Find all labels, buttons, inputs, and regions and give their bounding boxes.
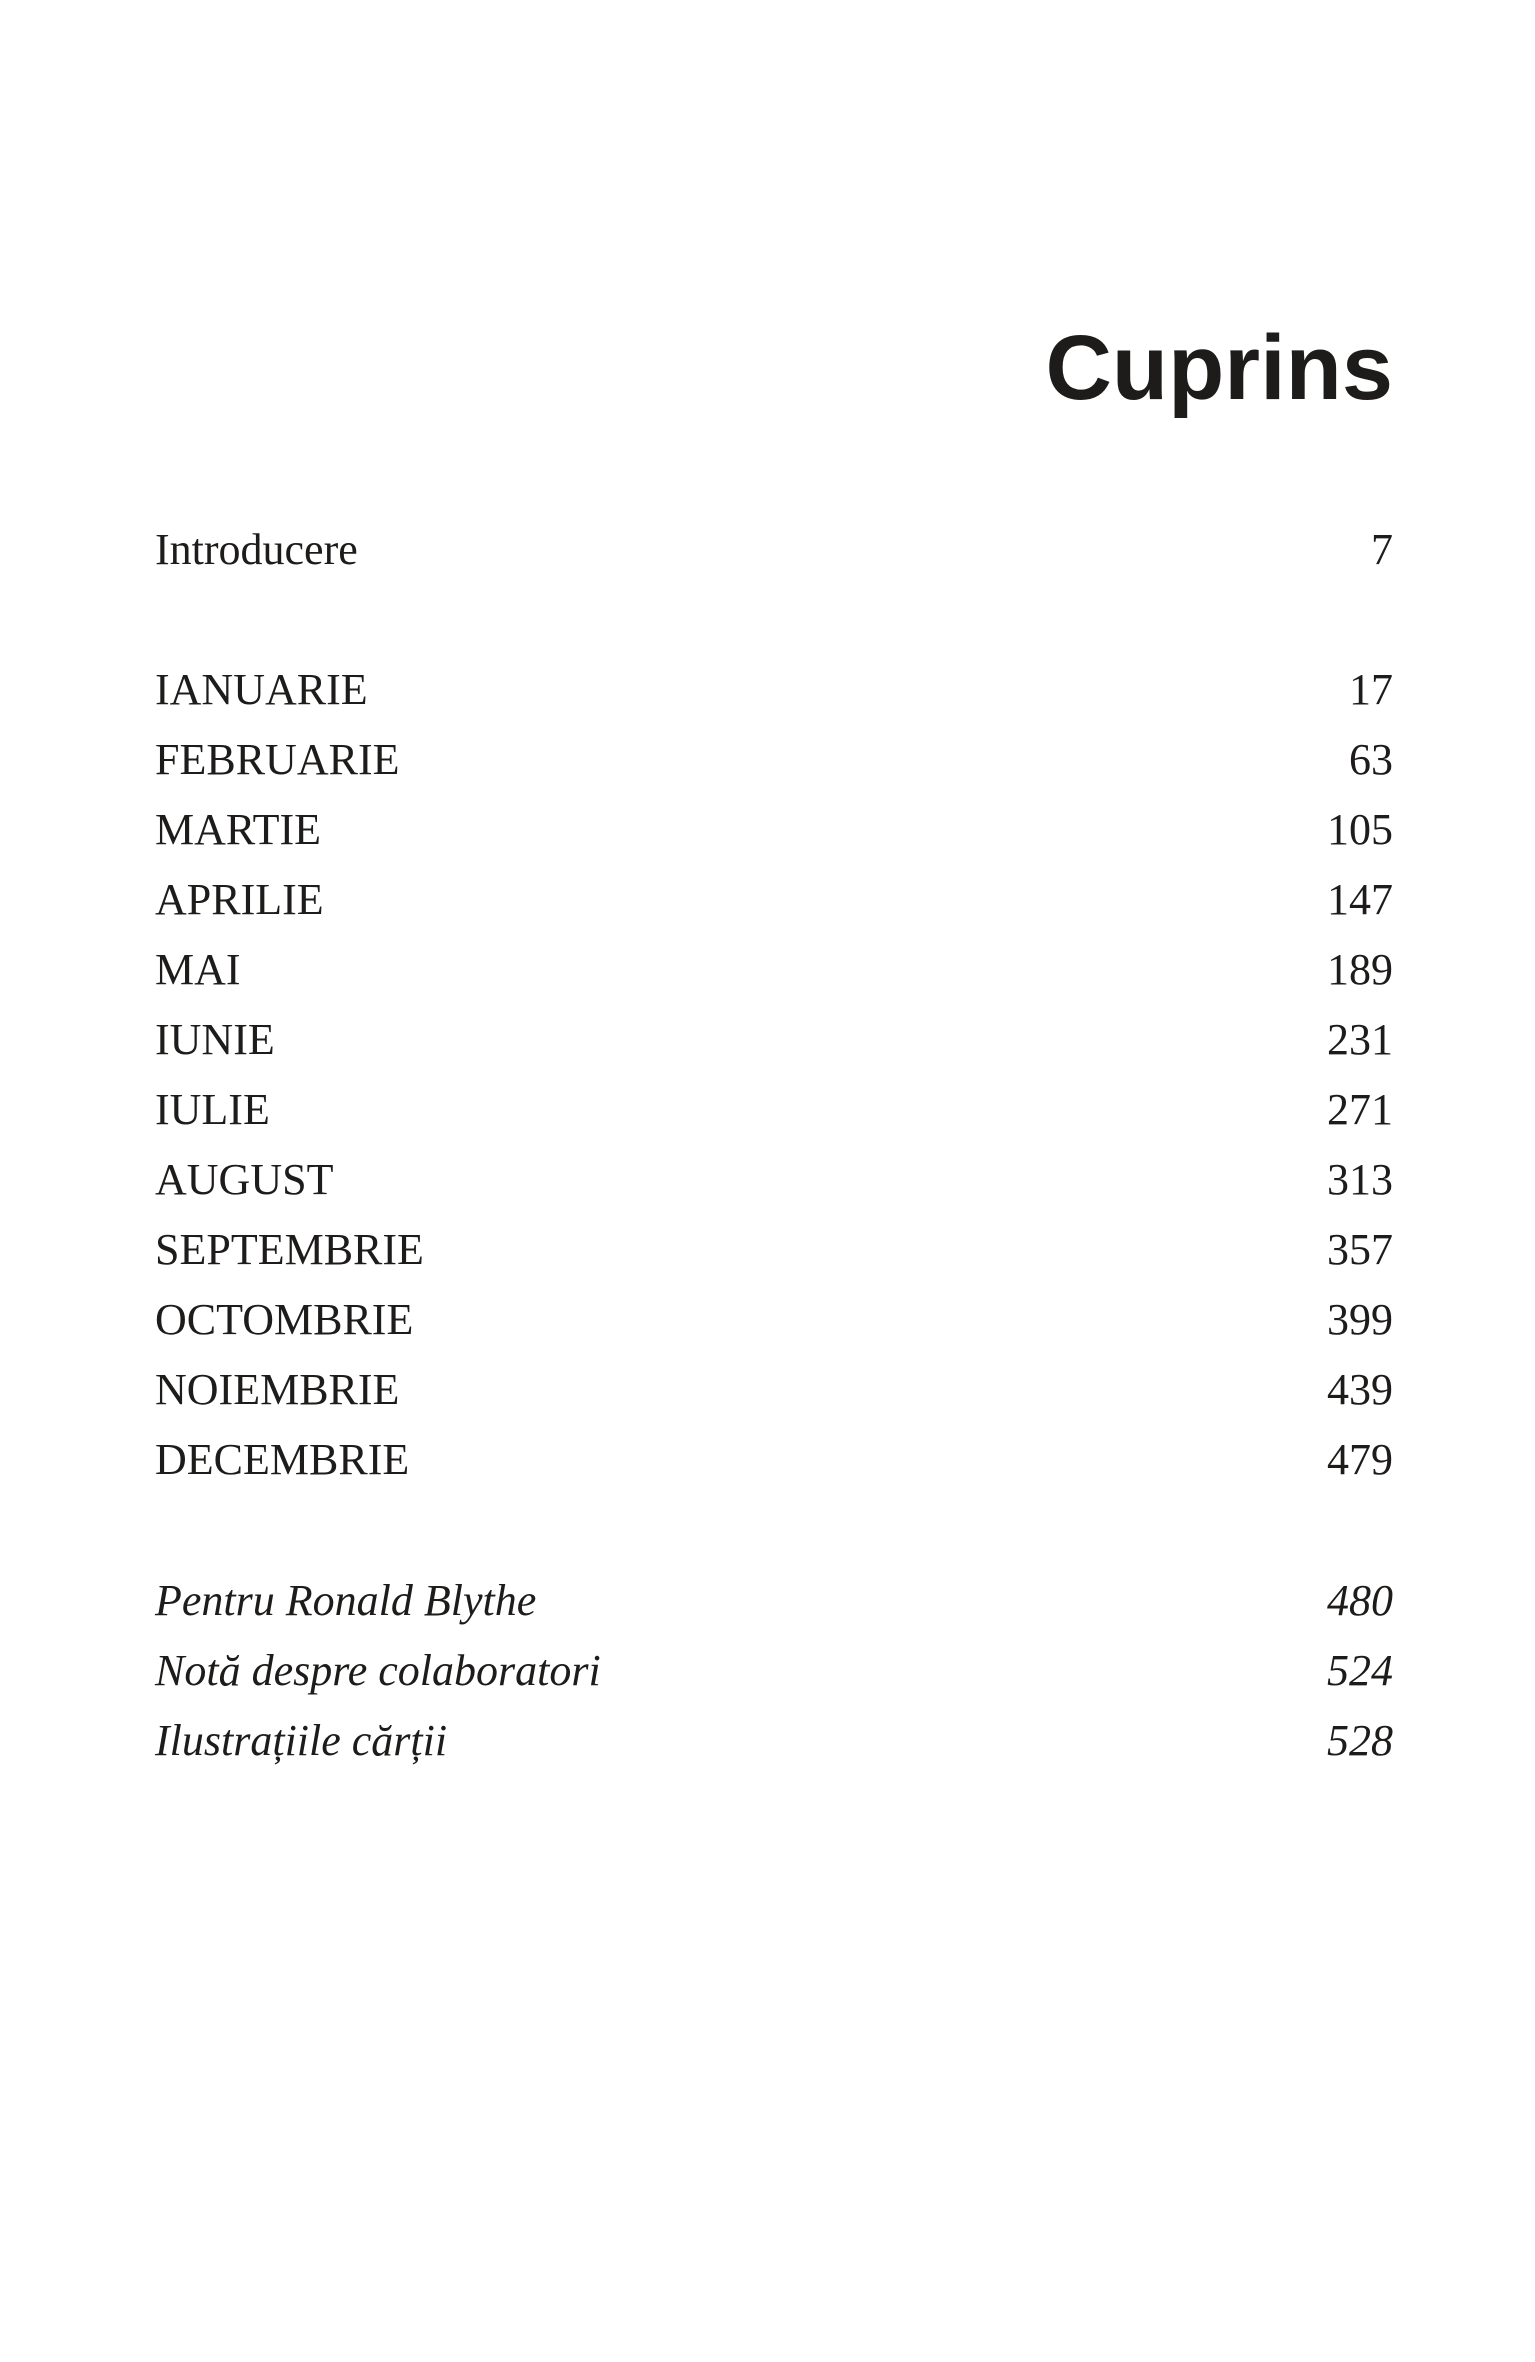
toc-intro-block bbox=[155, 515, 1393, 585]
row-label: DECEMBRIE bbox=[155, 1435, 410, 1484]
row-label: NOIEMBRIE bbox=[155, 1365, 400, 1414]
toc-row bbox=[155, 1706, 1393, 1776]
row-page-number: 271 bbox=[1327, 1085, 1393, 1134]
row-label: SEPTEMBRIE bbox=[155, 1225, 424, 1274]
toc-row bbox=[155, 725, 1393, 795]
row-page-number: 313 bbox=[1327, 1155, 1393, 1204]
row-label: FEBRUARIE bbox=[155, 735, 400, 784]
row-page-number: 231 bbox=[1327, 1015, 1393, 1064]
toc-row bbox=[155, 1425, 1393, 1495]
row-page-number: 399 bbox=[1327, 1295, 1393, 1344]
row-label: IULIE bbox=[155, 1085, 270, 1134]
row-label: Ilustrațiile cărții bbox=[155, 1716, 448, 1765]
row-page-number: 480 bbox=[1327, 1576, 1393, 1625]
toc-months bbox=[155, 655, 1393, 1495]
row-label: IANUARIE bbox=[155, 665, 368, 714]
toc-row bbox=[155, 1215, 1393, 1285]
toc-row bbox=[155, 1355, 1393, 1425]
toc-extras bbox=[155, 1566, 1393, 1776]
row-page-number: 479 bbox=[1327, 1435, 1393, 1484]
row-page-number: 528 bbox=[1327, 1716, 1393, 1765]
toc-row bbox=[155, 1566, 1393, 1636]
row-label: Notă despre colaboratori bbox=[155, 1646, 601, 1695]
row-page-number: 7 bbox=[1371, 525, 1393, 574]
row-label: AUGUST bbox=[155, 1155, 334, 1204]
row-page-number: 105 bbox=[1327, 805, 1393, 854]
toc-row bbox=[155, 655, 1393, 725]
page-title: Cuprins bbox=[1045, 317, 1393, 419]
row-page-number: 147 bbox=[1327, 875, 1393, 924]
toc-row bbox=[155, 1005, 1393, 1075]
row-page-number: 357 bbox=[1327, 1225, 1393, 1274]
row-label: OCTOMBRIE bbox=[155, 1295, 414, 1344]
row-page-number: 17 bbox=[1349, 665, 1393, 714]
toc-row bbox=[155, 935, 1393, 1005]
toc-row bbox=[155, 1636, 1393, 1706]
row-label: MARTIE bbox=[155, 805, 322, 854]
toc-row bbox=[155, 795, 1393, 865]
toc-row bbox=[155, 1075, 1393, 1145]
toc-row bbox=[155, 515, 1393, 585]
row-label: IUNIE bbox=[155, 1015, 275, 1064]
toc-row bbox=[155, 1145, 1393, 1215]
row-label: APRILIE bbox=[155, 875, 324, 924]
toc-row bbox=[155, 1285, 1393, 1355]
row-page-number: 439 bbox=[1327, 1365, 1393, 1414]
row-label: MAI bbox=[155, 945, 241, 994]
row-label: Pentru Ronald Blythe bbox=[155, 1576, 537, 1625]
row-page-number: 189 bbox=[1327, 945, 1393, 994]
row-label: Introducere bbox=[155, 525, 358, 574]
row-page-number: 524 bbox=[1327, 1646, 1393, 1695]
toc-row bbox=[155, 865, 1393, 935]
row-page-number: 63 bbox=[1349, 735, 1393, 784]
